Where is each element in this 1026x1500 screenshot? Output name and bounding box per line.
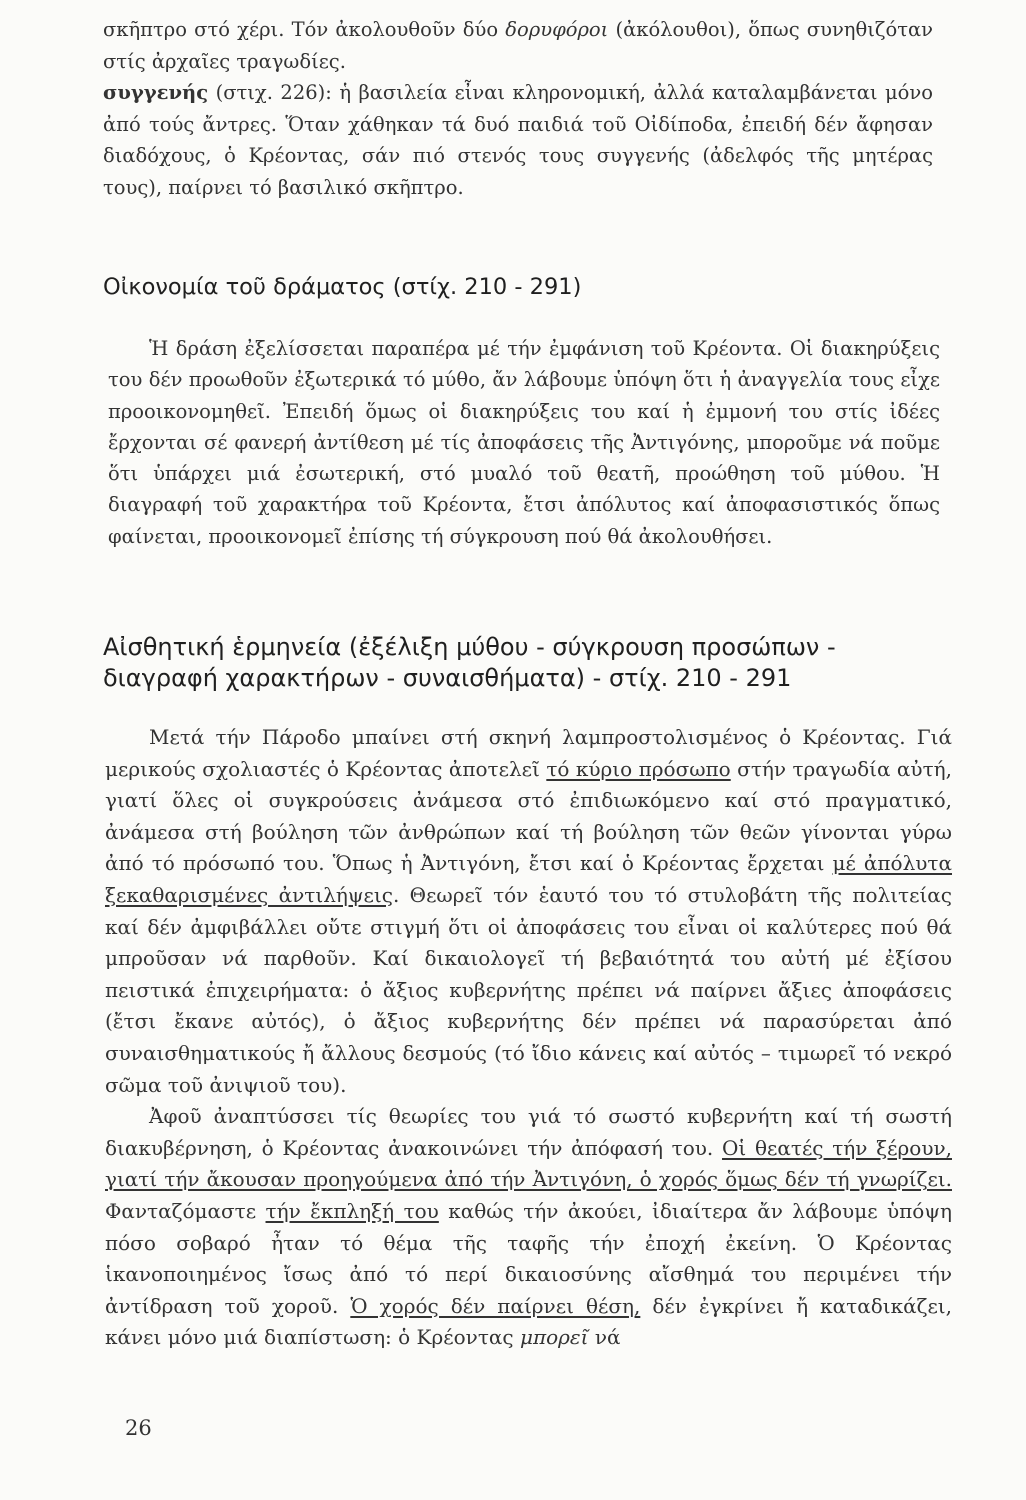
paragraph: Μετά τήν Πάροδο μπαίνει στή σκηνή λαμπροστολισμένος ὁ Κρέοντας. Γιά μερικούς σχολιαστές ὁ Κρέοντας ἀποτελεῖ τό κύριο πρόσωπο στήν τραγωδία αὐτή, γιατί ὅλες οἱ συγκρούσεις ἀνάμεσα στό ἐπιδιωκόμενο καί στό πραγματικό, ἀνάμεσα στή βούληση τῶν ἀνθρώπων καί τή βούληση τῶν θεῶν γίνονται γύρω ἀπό τό πρόσωπό του. Ὅπως ἡ Ἀντιγόνη, ἔτσι καί ὁ Κρέοντας ἔρχεται μέ ἀπόλυτα ξεκαθαρισμένες ἀντιλήψεις. Θεωρεῖ τόν ἑαυτό του τό στυλοβάτη τῆς πολιτείας καί δέν ἀμφιβάλλει οὔτε στιγμή ὅτι οἱ ἀποφάσεις του εἶναι οἱ καλύτερες πού θά μπροῦσαν νά παρθοῦν. Καί δικαιολογεῖ τή βεβαιότητά του αὐτή μέ ἐξίσου πειστικά ἐπιχειρήματα: ὁ ἄξιος κυβερνήτης πρέπει νά παίρνει ἄξιες ἀποφάσεις (ἔτσι ἔκανε αὐτός), ὁ ἄξιος κυβερνήτης δέν πρέπει νά παρασύρεται ἀπό συναισθηματικούς ἤ ἄλλους δεσμούς (τό ἴδιο κάνεις καί αὐτός – τιμωρεῖ τό νεκρό σῶμα τοῦ ἀνιψιοῦ του).: [105, 725, 953, 1097]
intro-block: [103, 14, 933, 204]
underlined-phrase: Ὁ χορός δέν παίρνει θέση,: [350, 1293, 641, 1318]
italic-term: δορυφόροι: [505, 18, 609, 41]
underlined-phrase: τό κύριο πρόσωπο: [546, 756, 731, 781]
underlined-phrase: Οἱ θεατές τήν ξέρουν, γιατί τήν ἄκουσαν προηγούμενα ἀπό τήν Ἀντιγόνη, ὁ χορός ὅμως δέν τή γνωρίζει.: [105, 1135, 952, 1192]
paragraph: Ἡ δράση ἐξελίσσεται παραπέρα μέ τήν ἐμφάνιση τοῦ Κρέοντα. Οἱ διακηρύξεις του δέν προωθοῦν ἐξωτερικά τό μύθο, ἄν λάβουμε ὑπόψη ὅτι ἡ ἀναγγελία τους εἶχε προοικονομηθεῖ. Ἐπειδή ὅμως οἱ διακηρύξεις του καί ἡ ἐμμονή του στίς ἰδέες ἔρχονται σέ φανερή ἀντίθεση μέ τίς ἀποφάσεις τῆς Ἀντιγόνης, μποροῦμε νά ποῦμε ὅτι ὑπάρχει μιά ἐσωτερική, στό μυαλό τοῦ θεατῆ, προώθηση τοῦ μύθου. Ἡ διαγραφή τοῦ χαρακτήρα τοῦ Κρέοντα, ἔτσι ἀπόλυτος καί ἀποφασιστικός ὅπως φαίνεται, προοικονομεῖ ἐπίσης τή σύγκρουση πού θά ἀκολουθήσει.: [108, 337, 940, 548]
section-aesthetic-body: [105, 722, 952, 1354]
intro-paragraph-1: σκῆπτρο στό χέρι. Τόν ἀκολουθοῦν δύο δορυφόροι (ἀκόλουθοι), ὅπως συνηθιζόταν στίς ἀρχαῖες τραγωδίες.: [103, 18, 933, 73]
intro-paragraph-2: συγγενής (στιχ. 226): ἡ βασιλεία εἶναι κληρονομική, ἀλλά καταλαμβάνεται μόνο ἀπό τούς ἄντρες. Ὅταν χάθηκαν τά δυό παιδιά τοῦ Οἰδίποδα, ἐπειδή δέν ἄφησαν διαδόχους, ὁ Κρέοντας, σάν πιό στενός τους συγγενής (ἀδελφός τῆς μητέρας τους), παίρνει τό βασιλικό σκῆπτρο.: [103, 81, 933, 199]
section-heading-aesthetic: Αἰσθητική ἑρμηνεία (ἐξέλιξη μύθου - σύγκρουση προσώπων - διαγραφή χαρακτήρων - συναισθήματα) - στίχ. 210 - 291: [103, 633, 836, 692]
underlined-phrase: μέ ἀπόλυτα ξεκαθαρισμένες ἀντιλήψεις: [105, 851, 952, 907]
paragraph: Ἀφοῦ ἀναπτύσσει τίς θεωρίες του γιά τό σωστό κυβερνήτη καί τή σωστή διακυβέρνηση, ὁ Κρέοντας ἀνακοινώνει τήν ἀπόφασή του. Οἱ θεατές τήν ξέρουν, γιατί τήν ἄκουσαν προηγούμενα ἀπό τήν Ἀντιγόνη, ὁ χορός ὅμως δέν τή γνωρίζει. Φανταζόμαστε τήν ἔκπληξή του καθώς τήν ἀκούει, ἰδιαίτερα ἄν λάβουμε ὑπόψη πόσο σοβαρό ἦταν τό θέμα τῆς ταφῆς τήν ἐποχή ἐκείνη. Ὁ Κρέοντας ἱκανοποιημένος ἴσως ἀπό τό περί δικαιοσύνης αἴσθημά του περιμένει τήν ἀντίδραση τοῦ χοροῦ. Ὁ χορός δέν παίρνει θέση, δέν ἐγκρίνει ἤ καταδικάζει, κάνει μόνο μιά διαπίστωση: ὁ Κρέοντας μπορεῖ νά: [105, 1104, 952, 1350]
section-heading-economy: Οἰκονομία τοῦ δράματος (στίχ. 210 - 291): [103, 274, 582, 300]
underlined-phrase: τήν ἔκπληξή του: [265, 1198, 439, 1223]
section-economy-body: [108, 333, 940, 552]
bold-term: συγγενής: [103, 81, 209, 105]
italic-word: μπορεῖ: [519, 1325, 589, 1350]
page-number: 26: [125, 1416, 152, 1440]
